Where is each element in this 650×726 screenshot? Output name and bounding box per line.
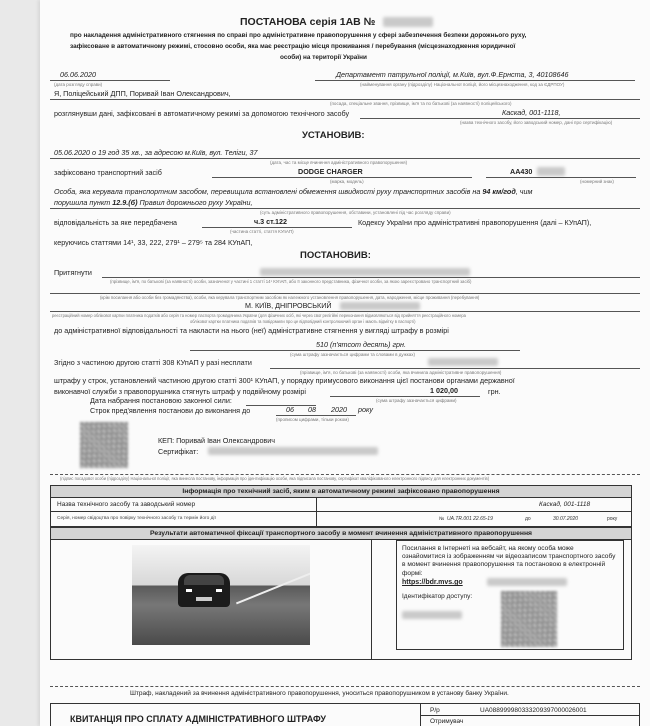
redacted-url bbox=[487, 578, 567, 586]
double-fine: 1 020,00 bbox=[430, 386, 458, 395]
violation-speed: 94 км/год bbox=[482, 187, 516, 196]
tech-info-table bbox=[50, 485, 632, 527]
review-date: 06.06.2020 bbox=[60, 70, 96, 79]
tech-info-heading: Інформація про технічний засіб, яким в автоматичному режимі зафіксовано правопорушення bbox=[51, 486, 631, 498]
fixation-heading: Результати автоматичної фіксації транспортного засобу в момент вчинення адміністративного правопорушення bbox=[51, 528, 631, 540]
cert-no-label: № bbox=[439, 516, 445, 522]
fine-amount: 510 (п'ятсот десять) грн. bbox=[316, 340, 407, 349]
liability-text: до адміністративної відповідальності та накласти на нього (неї) адміністративне стягнення у вигляді штрафу в розмірі bbox=[54, 326, 449, 335]
redacted-certificate bbox=[208, 447, 378, 455]
recipient-label: Отримувач bbox=[430, 718, 464, 725]
subtitle-line-2: зафіксоване в автоматичному режимі, стосовно особи, яка має реєстрацію місця проживання / перебування (місцезнаходження юридичної bbox=[70, 43, 516, 50]
offense-datetime-caption: (дата, час та місце вчинення адміністративного правопорушення) bbox=[270, 160, 408, 165]
vehicle-plate-caption: (номерний знак) bbox=[580, 179, 614, 184]
offense-datetime-place: 05.06.2020 о 19 год 35 хв., за адресою м.Київ, вул. Теліги, 37 bbox=[54, 148, 258, 157]
vehicle-label: зафіксовано транспортний засіб bbox=[54, 168, 162, 177]
violation-caption: (суть адміністративного правопорушення, обставини, установлені під час розгляду справи) bbox=[260, 210, 451, 215]
signature-qr-code bbox=[80, 422, 128, 468]
effective-date-label: Дата набрання постановою законної сили: bbox=[90, 396, 232, 405]
cert-number: UA.TR.001 22.65-19 bbox=[447, 516, 493, 522]
redacted-access-id bbox=[402, 611, 462, 619]
redacted-unpaid-name bbox=[428, 358, 498, 366]
address-caption: реєстраційний номер облікової картки платника податків або серія та номер паспорта громадянина України (для фізичних осіб, які через свої релігійні переконання відмовляються від прийняття реєстраційного номера bbox=[52, 313, 466, 318]
unpaid-caption: (прізвище, ім'я, по батькові (за наявності) особи, яка вчинила адміністративне правопорушення) bbox=[300, 370, 502, 375]
officer-caption: (посада, спеціальне звання, прізвище, ім'я та по батькові (за наявності) поліцейського) bbox=[330, 101, 512, 106]
account-value: UA088999980333209397000026001 bbox=[480, 707, 587, 714]
redacted-series-number bbox=[383, 17, 433, 27]
violation-point: 12.9.(б) bbox=[112, 198, 138, 207]
review-date-caption: (дата розгляду справи) bbox=[54, 82, 103, 87]
bank-note: Штраф, накладений за вчинення адміністративного правопорушення, уноситься правопорушником в установу банку України. bbox=[130, 690, 509, 697]
established-heading: УСТАНОВИВ: bbox=[302, 130, 365, 141]
access-id-label: Ідентифікатор доступу: bbox=[402, 593, 473, 600]
violation-line-2: порушила пункт 12.9.(б) Правил дорожнього руху України, bbox=[54, 198, 253, 207]
online-url[interactable]: https://bdr.mvs.go bbox=[402, 579, 463, 586]
document-title bbox=[240, 16, 375, 28]
guided-text: керуючись статтями 14¹, 33, 222, 279¹ – 279⁵ та 284 КУпАП, bbox=[54, 238, 253, 247]
unpaid-text: Згідно з частиною другою статті 308 КУпАП у разі несплати bbox=[54, 358, 252, 367]
bring-caption-2: (крім посилання або особи без громадянства), особи, яка керувала транспортним засобом як належного установлення правопорушення, дата, народження, місце проживання (перебування) bbox=[100, 295, 480, 300]
tech-row2-label: Серія, номер свідоцтва про повірку технічного засобу та термін його дії bbox=[57, 516, 216, 521]
deadline-caption: (прописом цифрами, тільки роком) bbox=[276, 417, 349, 422]
signature-label: КЕП: Поривай Іван Олександрович bbox=[158, 436, 276, 445]
cert-year-word: року bbox=[607, 516, 618, 522]
redacted-name bbox=[260, 268, 470, 276]
deadline-suffix: року bbox=[358, 405, 373, 414]
title-text: ПОСТАНОВА серія 1АВ № bbox=[240, 16, 376, 28]
subtitle-line-3: особи) на території України bbox=[280, 54, 367, 61]
code-text: Кодексу України про адміністративні правопорушення (далі – КУпАП), bbox=[358, 218, 592, 227]
vehicle-photo bbox=[132, 545, 310, 645]
online-info-text: Посилання в Інтернеті на вебсайт, на якому особа може ознайомитися із зображенням чи відеозаписом транспортного засобу в момент вчинення правопорушення та постановою в електронній формі: bbox=[402, 545, 616, 577]
address-caption-2: облікової картки платника податків та повідомили про це відповідний контролюючий орган і мають відмітку в паспорті) bbox=[190, 319, 416, 324]
penalty-line-1: штрафу у строк, установлений частиною другою статті 300¹ КУпАП, у порядку примусового виконання цієї постанови органами державної bbox=[54, 376, 515, 385]
redacted-address bbox=[340, 302, 420, 310]
double-fine-caption: (сума штрафу зазначається цифрами) bbox=[376, 398, 457, 403]
signature-caption: (підпис посадової особи (підрозділу) Національної поліції, яка винесла постанову, інформація про ідентифікацію особи, яка підписала постанову, сертифікат кваліфікованого електронного підпису для електронних документів) bbox=[60, 476, 490, 481]
bring-label: Притягнути bbox=[54, 268, 92, 277]
deadline-label: Строк пред'явлення постанови до виконання до bbox=[90, 406, 251, 415]
resolved-heading: ПОСТАНОВИВ: bbox=[300, 250, 371, 261]
deadline-month: 08 bbox=[308, 405, 316, 414]
offender-address: М. КИЇВ, ДНІПРОВСЬКИЙ bbox=[245, 301, 332, 310]
device-name: Каскад, 001-1118, bbox=[502, 108, 561, 117]
currency: грн. bbox=[488, 387, 501, 396]
fine-caption: (сума штрафу зазначається цифрами та словами в дужках) bbox=[290, 352, 416, 357]
vehicle-model: DODGE CHARGER bbox=[298, 167, 363, 176]
online-info-box bbox=[396, 540, 624, 650]
liability-label: відповідальність за яке передбачена bbox=[54, 218, 178, 227]
bring-caption: (прізвище, ім'я, по батькові (за наявності) особи, зазначеної у частині 1 статті 14¹ КУпАП, або її законного представника, фізичної особи, за якою зареєстровано транспортний засіб) bbox=[110, 279, 472, 284]
department-caption: (найменування органу (підрозділу) Національної поліції, його місцезнаходження, код за ЄДРПОУ) bbox=[360, 82, 565, 87]
deadline-year: 2020 bbox=[331, 405, 347, 414]
department-name: Департамент патрульної поліції, м.Київ, вул.Ф.Ернста, 3, 40108646 bbox=[336, 70, 569, 79]
article-value: ч.3 ст.122 bbox=[254, 217, 288, 226]
deadline-day: 06 bbox=[286, 405, 294, 414]
tech-row1-label: Назва технічного засобу та заводський номер bbox=[57, 501, 196, 508]
officer-name: Я, Поліцейський ДПП, Поривай Іван Олександрович, bbox=[54, 89, 231, 98]
cert-expiry-date: 30.07.2020 bbox=[553, 516, 579, 522]
reviewed-text: розглянувши дані, зафіксовані в автоматичному режимі за допомогою технічного засобу bbox=[54, 109, 350, 118]
redacted-plate bbox=[537, 167, 565, 176]
certificate-label: Сертифікат: bbox=[158, 447, 199, 456]
cert-until-label: до bbox=[525, 516, 531, 522]
penalty-line-2: виконавчої служби з правопорушника стягнуть штраф у подвійному розмірі bbox=[54, 387, 306, 396]
account-label: Р/р bbox=[430, 707, 440, 714]
subtitle-line-1: про накладення адміністративного стягнення по справі про адміністративне правопорушення у сфері забезпечення безпеки дорожнього руху, bbox=[70, 32, 527, 39]
vehicle-plate: AA430 bbox=[510, 167, 533, 176]
document-sheet bbox=[40, 0, 650, 726]
receipt-title: КВИТАНЦІЯ ПРО СПЛАТУ АДМІНІСТРАТИВНОГО ШТРАФУ bbox=[70, 714, 326, 724]
access-qr-code bbox=[501, 591, 557, 647]
device-caption: (назва технічного засобу, його заводський номер, дані про сертифікацію) bbox=[460, 120, 613, 125]
vehicle-model-caption: (марка, модель) bbox=[330, 179, 364, 184]
article-caption: (частина статті, стаття КУпАП) bbox=[230, 229, 294, 234]
tech-device-value: Каскад, 001-1118 bbox=[539, 501, 591, 508]
violation-line-1: Особа, яка керувала транспортним засобом, перевищила встановлені обмеження швидкості руху транспортних засобів на 94 км/год, чим bbox=[54, 187, 533, 196]
